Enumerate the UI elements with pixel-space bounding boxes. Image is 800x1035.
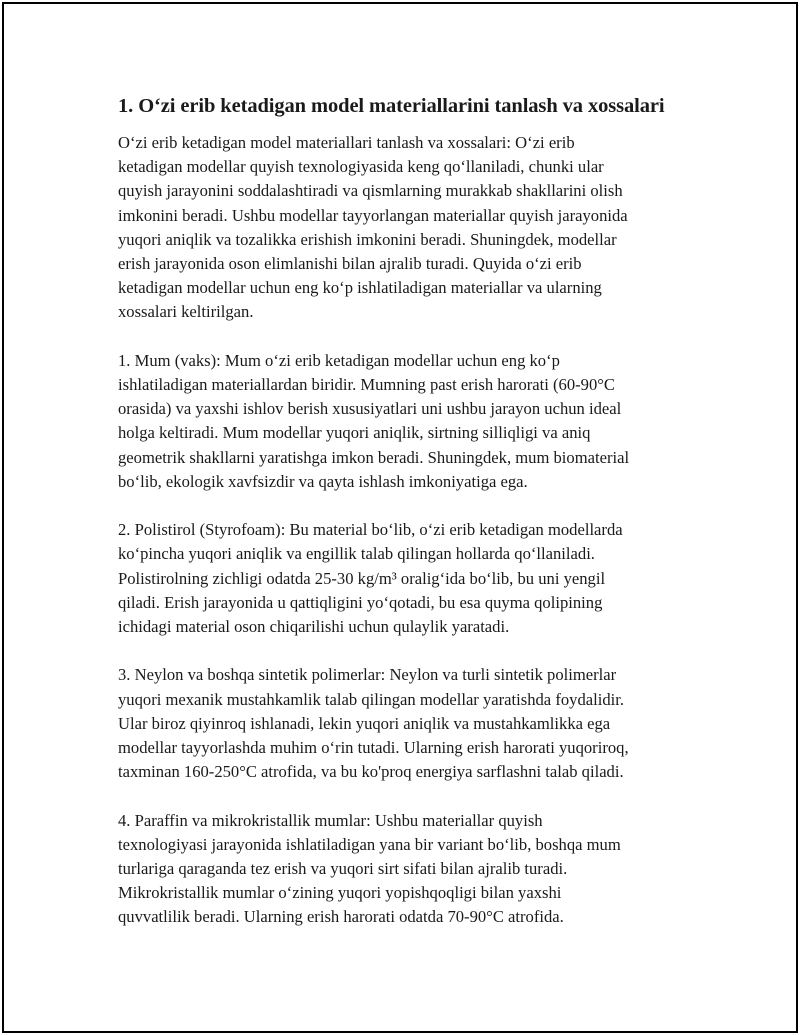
document-body — [118, 93, 698, 930]
paragraph-paraffin: 4. Paraffin va mikrokristallik mumlar: Ushbu materiallar quyish texnologiyasi jarayonida ishlatiladigan yana bir variant bo‘lib, boshqa mum turlariga qaraganda tez erish va yuqori sirt sifati bilan ajralib turadi. Mikrokristallik mumlar o‘zining yuqori yopishqoqligi bilan yaxshi quvvatlilik beradi. Ularning erish harorati odatda 70-90°C atrofida. — [118, 810, 621, 927]
paragraph-polystyrene: 2. Polistirol (Styrofoam): Bu material bo‘lib, o‘zi erib ketadigan modellarda ko‘pincha yuqori aniqlik va engillik talab qilingan hollarda qo‘llaniladi. Polistirolning zichligi odatda 25-30 kg/m³ oralig‘ida bo‘lib, bu uni yengil qiladi. Erish jarayonida u qattiqligini yo‘qotadi, bu esa quyma qolipining ichidagi material oson chiqarilishi uchun qulaylik yaratadi. — [118, 520, 623, 637]
paragraph-intro: O‘zi erib ketadigan model materiallari tanlash va xossalari: O‘zi erib ketadigan modellar quyish texnologiyasida keng qo‘llaniladi, chunki ular quyish jarayonini soddalashtiradi va qismlarning murakkab shakllarini olish imkonini beradi. Ushbu modellar tayyorlangan materiallar quyish jarayonida yuqori aniqlik va tozalikka erishish imkonini beradi. Shuningdek, modellar erish jarayonida oson elimlanishi bilan ajralib turadi. Quyida o‘zi erib ketadigan modellar uchun eng ko‘p ishlatiladigan materiallar va ularning xossalari keltirilgan. — [118, 133, 628, 322]
document-title: 1. O‘zi erib ketadigan model materiallarini tanlash va xossalari — [118, 95, 665, 117]
paragraph-nylon: 3. Neylon va boshqa sintetik polimerlar: Neylon va turli sintetik polimerlar yuqori mexanik mustahkamlik talab qilingan modellar yaratishda foydalidir. Ular biroz qiyinroq ishlanadi, lekin yuqori aniqlik va mustahkamlikka ega modellar tayyorlashda muhim o‘rin tutadi. Ularning erish harorati yuqoriroq, taxminan 160-250°C atrofida, va bu ko'proq energiya sarflashni talab qiladi. — [118, 665, 629, 782]
paragraph-wax: 1. Mum (vaks): Mum o‘zi erib ketadigan modellar uchun eng ko‘p ishlatiladigan materiallardan biridir. Mumning past erish harorati (60-90°C orasida) va yaxshi ishlov berish xususiyatlari uni ushbu jarayon uchun ideal holga keltiradi. Mum modellar yuqori aniqlik, sirtning silliqligi va aniq geometrik shakllarni yaratishga imkon beradi. Shuningdek, mum biomaterial bo‘lib, ekologik xavfsizdir va qayta ishlash imkoniyatiga ega. — [118, 350, 630, 491]
